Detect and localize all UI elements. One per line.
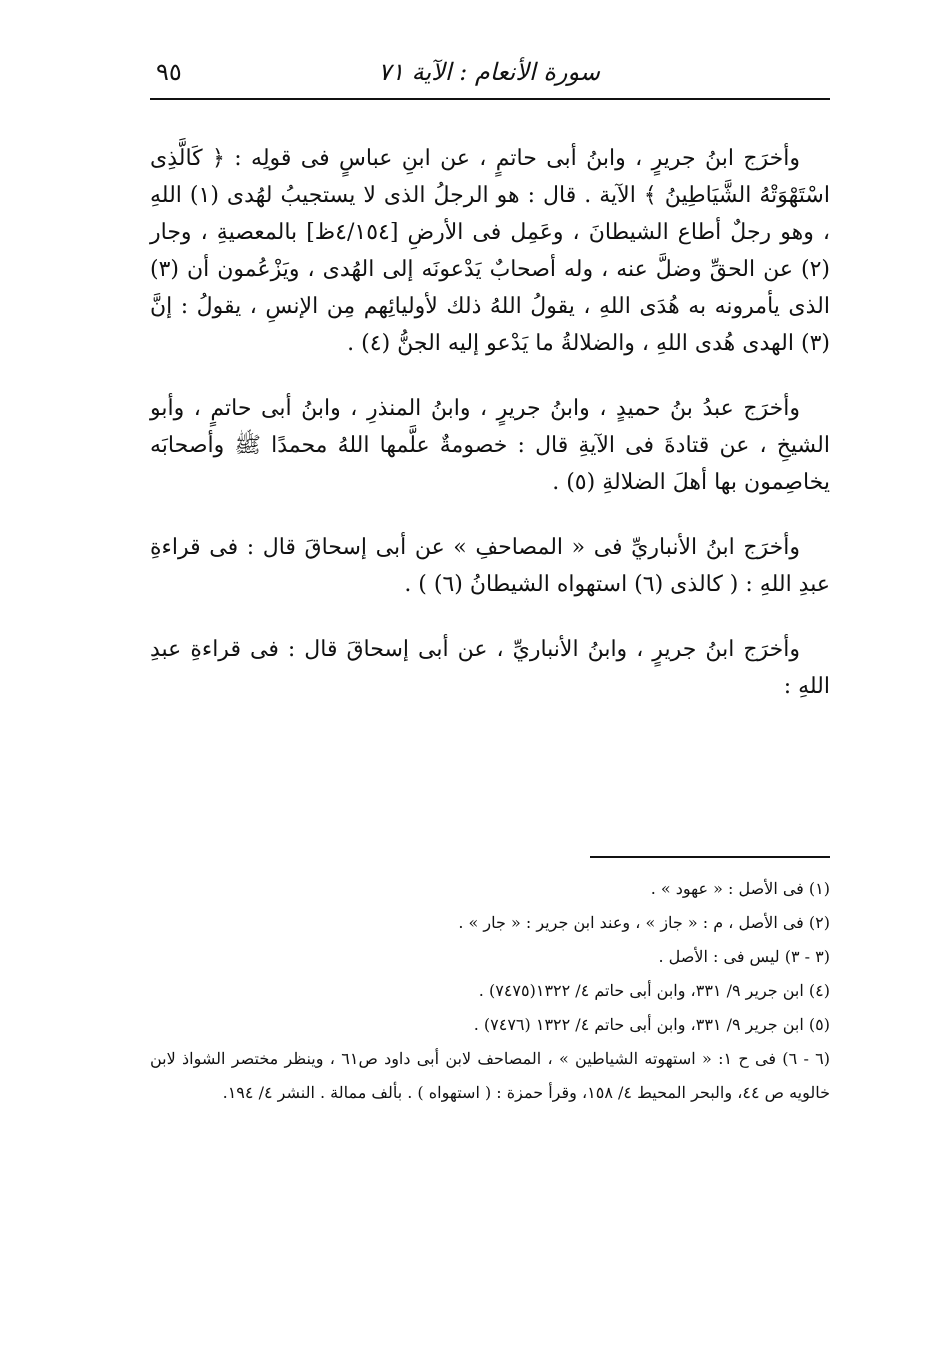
main-text xyxy=(150,140,830,733)
footnote: (٤) ابن جرير ٩/ ٣٣١، وابن أبى حاتم ٤/ ١٣٢٢(٧٤٧٥) . xyxy=(478,981,830,1000)
footnote-separator xyxy=(590,856,830,858)
footnote: (١) فى الأصل : « عهود » . xyxy=(650,879,830,898)
paragraph: وأخرَج ابنُ الأنباريِّ فى « المصاحفِ » عن أبى إسحاقَ قال : فى قراءةِ عبدِ اللهِ : ( كالذى (٦) استهواه الشيطانُ (٦) ) . xyxy=(150,535,830,597)
running-header xyxy=(150,52,830,100)
footnote: (٥) ابن جرير ٩/ ٣٣١، وابن أبى حاتم ٤/ ١٣٢٢ (٧٤٧٦) . xyxy=(473,1015,830,1034)
footnote: (٢) فى الأصل ، م : « جاز » ، وعند ابن جرير : « جار » . xyxy=(458,913,830,932)
footnote: (٦ - ٦) فى ح ١: « استهوته الشياطين » ، المصاحف لابن أبى داود ص٦١ ، وينظر مختصر الشواذ لابن خالويه ص ٤٤، والبحر المحيط ٤/ ١٥٨، وقرأ حمزة : ( استهواه ) . بألف ممالة . النشر ٤/ ١٩٤. xyxy=(150,1049,831,1102)
paragraph: وأخرَج عبدُ بنُ حميدٍ ، وابنُ جريرٍ ، وابنُ المنذرِ ، وابنُ أبى حاتمٍ ، وأبو الشيخِ ، عن قتادةَ فى الآيةِ قال : خصومةٌ علَّمها اللهُ محمدًا ﷺ وأصحابَه يخاصِمون بها أهلَ الضلالةِ (٥) . xyxy=(150,396,830,495)
paragraph: وأخرَج ابنُ جريرٍ ، وابنُ أبى حاتمٍ ، عن ابنِ عباسٍ فى قولِه : ﴿ كَالَّذِى اسْتَهْوَتْهُ الشَّيَاطِينُ ﴾ الآية . قال : هو الرجلُ الذى لا يستجيبُ لهُدى (١) اللهِ ، وهو رجلٌ أطاع الشيطانَ ، وعَمِل فى الأرضِ [٤/١٥٤ظ] بالمعصيةِ ، وجار (٢) عن الحقِّ وضلَّ عنه ، وله أصحابٌ يَدْعونَه إلى الهُدى ، ويَزْعُمون أن (٣) الذى يأمرونه به هُدَى اللهِ ، يقولُ اللهُ ذلك لأوليائِهم مِن الإنسِ ، يقولُ : إنَّ (٣) الهدى هُدى اللهِ ، والضلالةُ ما يَدْعو إليه الجنُّ (٤) . xyxy=(150,146,830,356)
footnotes xyxy=(150,872,830,1110)
page-number: ٩٥ xyxy=(156,58,182,86)
paragraph: وأخرَج ابنُ جريرٍ ، وابنُ الأنباريِّ ، عن أبى إسحاقَ قال : فى قراءةِ عبدِ اللهِ : xyxy=(150,637,830,699)
footnote: (٣ - ٣) ليس فى : الأصل . xyxy=(658,947,830,966)
header-title: سورة الأنعام : الآية ٧١ xyxy=(378,58,600,86)
